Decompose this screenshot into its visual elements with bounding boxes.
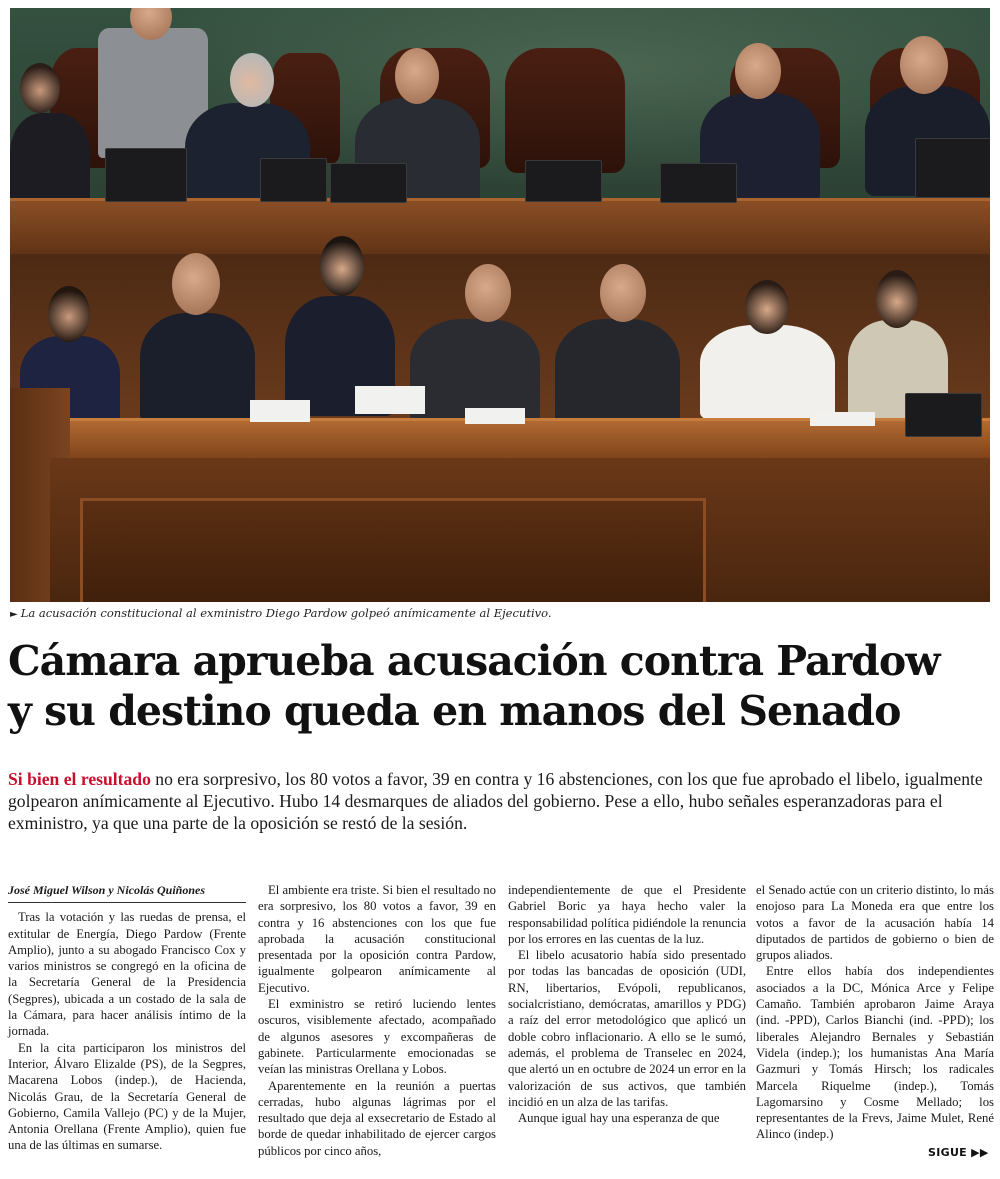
lead-kicker: Si bien el resultado xyxy=(8,769,151,789)
article-column-4 xyxy=(756,882,994,1143)
lead-paragraph xyxy=(8,768,993,834)
headline-line-1: Cámara aprueba acusación contra Pardow xyxy=(8,637,940,685)
paragraph: El libelo acusatorio había sido presentado por todas las bancadas de oposición (UDI, RN, libertarios, Evópoli, republicanos, socialcristiano, demócratas, amarillos y PDG) a raíz del error metodológico que aplicó un doble cobro inflacionario. A ello se le sumó, además, el problema de Transelec en 2024, que alertó un en octubre de 2024 un error en la valorización de sus activos, que también incidió en un alza de las tarifas. xyxy=(508,948,746,1109)
article-column-1 xyxy=(8,882,246,1154)
photo-laptop xyxy=(105,148,187,202)
headline xyxy=(8,636,993,736)
paragraph: independientemente de que el Presidente Gabriel Boric ya haya hecho valer la responsabilidad política pidiéndole la renuncia por los errores en las cuentas de la luz. xyxy=(508,883,746,946)
photo-laptop xyxy=(905,393,982,437)
photo-papers xyxy=(355,386,425,414)
paragraph: El ambiente era triste. Si bien el resultado no era sorpresivo, los 80 votos a favor, 39 en contra y 16 abstenciones con los que fue aprobada la acusación constitucional presentada por la oposición contra Pardow, igualmente golpearon anímicamente al Ejecutivo. xyxy=(258,883,496,995)
paragraph: Tras la votación y las ruedas de prensa, el extitular de Energía, Diego Pardow (Frente Amplio), junto a su abogado Francisco Cox y varios ministros se congregó en la oficina de la Secretaría General de la Presidencia (Segpres), ubicada a un costado de la sala de la Cámara, para hacer análisis íntimo de la jornada. xyxy=(8,910,246,1039)
paragraph: Aparentemente en la reunión a puertas cerradas, hubo algunas lágrimas por el resultado que deja al exsecretario de Estado al borde de quedar inhabilitado de ejercer cargos públicos por cinco años, xyxy=(258,1078,496,1158)
headline-line-2: y su destino queda en manos del Senado xyxy=(8,687,901,735)
photo-caption xyxy=(10,606,990,620)
photo-front-panel xyxy=(50,458,990,602)
paragraph: el Senado actúe con un criterio distinto, lo más enojoso para La Moneda era que entre los votos a favor de la acusación había 14 diputados de partidos de gobierno o bien de grupos aliados. xyxy=(756,883,994,963)
caption-text: La acusación constitucional al exministro Diego Pardow golpeó anímicamente al Ejecutivo. xyxy=(20,606,552,620)
byline: José Miguel Wilson y Nicolás Quiñones xyxy=(8,882,246,903)
article-column-2 xyxy=(258,882,496,1159)
photo-papers xyxy=(810,412,875,426)
photo-laptop xyxy=(260,158,327,202)
photo-laptop xyxy=(660,163,737,203)
paragraph: En la cita participaron los ministros del Interior, Álvaro Elizalde (PS), de la Segpres, Macarena Lobos (indep.), de Hacienda, Nicolás Grau, de la Secretaría General de Gobierno, Camila Vallejo (PC) y de la Mujer, Antonia Orellana (Frente Amplio), quien fue una de las últimas en sumarse. xyxy=(8,1040,246,1153)
photo-papers xyxy=(250,400,310,422)
photo-panel-inset xyxy=(80,498,706,602)
photo-laptop xyxy=(915,138,990,198)
continue-marker: SIGUE ▶▶ xyxy=(928,1146,989,1159)
photo-papers xyxy=(465,408,525,424)
paragraph: El exministro se retiró luciendo lentes oscuros, visiblemente afectado, acompañado de algunos asesores y excompañeras de gabinete. Particularmente emocionadas se veían las ministras Orellana y Lobos. xyxy=(258,997,496,1077)
photo-upper-desk xyxy=(10,198,990,257)
paragraph: Aunque igual hay una esperanza de que xyxy=(518,1111,720,1126)
caption-arrow-icon: ► xyxy=(10,609,18,620)
photo-chair xyxy=(505,48,625,173)
photo-laptop xyxy=(330,163,407,203)
photo-chamber-session xyxy=(10,8,990,602)
article-column-3 xyxy=(508,882,746,1126)
photo-laptop xyxy=(525,160,602,202)
paragraph: Entre ellos había dos independientes asociados a la DC, Mónica Arce y Felipe Camaño. También aprobaron Jaime Araya (ind. -PPD), Carlos Bianchi (ind. -PPD); los liberales Alejandro Bernales y Sebastián Videla (indep.); los humanistas Ana María Gazmuri y Tomás Hirsch; los radicales Marcela Riquelme (indep.), Tomás Lagomarsino y Cosme Mellado; los representantes de la Frevs, Jaime Mulet, René Alinco (indep.) xyxy=(756,964,994,1142)
lead-text: no era sorpresivo, los 80 votos a favor, 39 en contra y 16 abstenciones, con los que fue aprobado el libelo, igualmente golpearon anímicamente al Ejecutivo. Hubo 14 desmarques de aliados del gobierno. Pese a ello, hubo señales esperanzadoras para el exministro, ya que una parte de la oposición se restó de la sesión. xyxy=(8,769,983,833)
